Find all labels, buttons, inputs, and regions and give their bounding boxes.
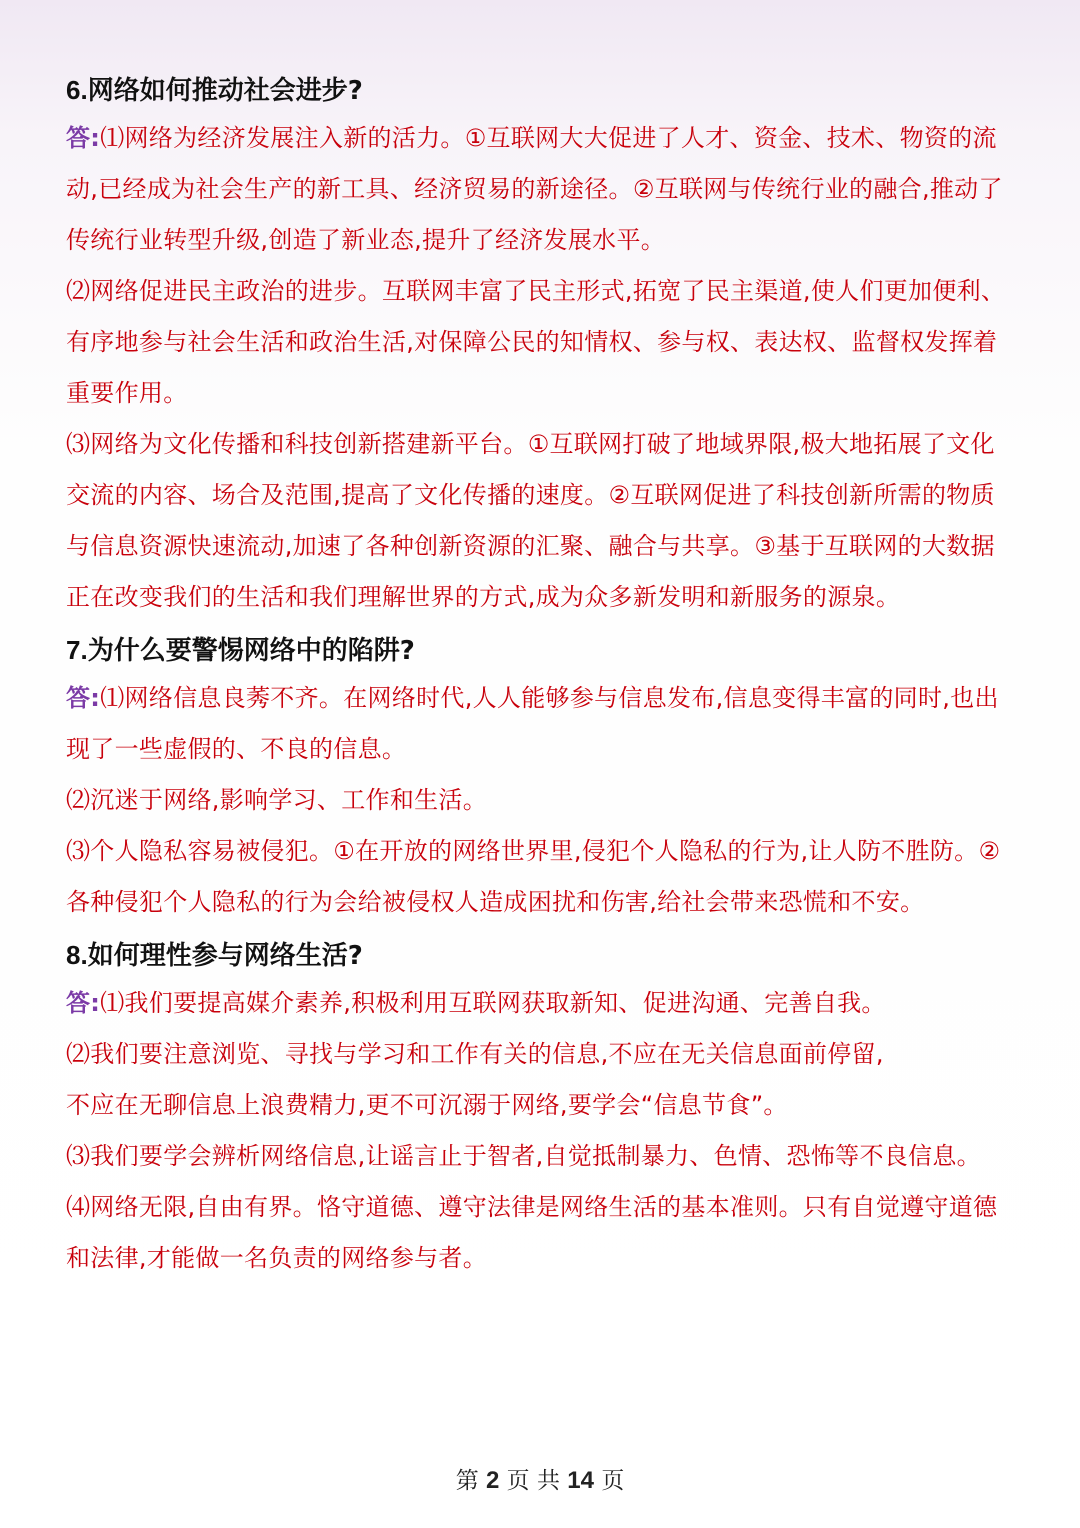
answer-paragraph: ⑶网络为文化传播和科技创新搭建新平台。①互联网打破了地域界限,极大地拓展了文化交流的内容、场合及范围,提高了文化传播的速度。②互联网促进了科技创新所需的物质与信息资源快速流动,加速了各种创新资源的汇聚、融合与共享。③基于互联网的大数据正在改变我们的生活和我们理解世界的方式,成为众多新发明和新服务的源泉。 [66,430,995,611]
document-page [66,66,1016,1284]
footer-total-pages: 14 [567,1467,594,1494]
answer-label: 答: [66,989,101,1017]
answer-label: 答: [66,684,101,712]
answer-paragraph [66,978,1016,1029]
section-7 [66,626,1016,928]
answer-paragraph: ⑵网络促进民主政治的进步。互联网丰富了民主形式,拓宽了民主渠道,使人们更加便利、有序地参与社会生活和政治生活,对保障公民的知情权、参与权、表达权、监督权发挥着重要作用。 [66,277,1006,407]
answer-paragraph [66,113,1016,266]
answer-paragraph: ⑵我们要注意浏览、寻找与学习和工作有关的信息,不应在无关信息面前停留, 不应在无聊信息上浪费精力,更不可沉溺于网络,要学会“信息节食”。 [66,1040,884,1119]
question-title: 网络如何推动社会进步? [87,76,363,106]
question-heading [66,66,1016,113]
answer-paragraph: ⑶我们要学会辨析网络信息,让谣言止于智者,自觉抵制暴力、色情、恐怖等不良信息。 [66,1142,981,1170]
section-8 [66,931,1016,1284]
question-title: 为什么要警惕网络中的陷阱? [87,636,415,666]
footer-prefix: 第 [455,1468,479,1494]
question-number: 7. [66,635,88,665]
question-heading [66,931,1016,978]
answer-paragraph: ⑷网络无限,自由有界。恪守道德、遵守法律是网络生活的基本准则。只有自觉遵守道德和法律,才能做一名负责的网络参与者。 [66,1193,998,1272]
section-6 [66,66,1016,623]
answer-paragraph: ⑵沉迷于网络,影响学习、工作和生活。 [66,786,488,814]
answer-text: ⑴网络为经济发展注入新的活力。①互联网大大促进了人才、资金、技术、物资的流动,已经成为社会生产的新工具、经济贸易的新途径。②互联网与传统行业的融合,推动了传统行业转型升级,创造了新业态,提升了经济发展水平。 [66,124,1003,254]
answer-label: 答: [66,124,101,152]
question-title: 如何理性参与网络生活? [87,941,363,971]
page-footer [0,1462,1080,1495]
question-heading [66,626,1016,673]
footer-page-number: 2 [486,1467,500,1494]
question-number: 6. [66,75,88,105]
question-number: 8. [66,940,88,970]
answer-text: ⑴网络信息良莠不齐。在网络时代,人人能够参与信息发布,信息变得丰富的同时,也出现了一些虚假的、不良的信息。 [66,684,999,763]
answer-paragraph: ⑶个人隐私容易被侵犯。①在开放的网络世界里,侵犯个人隐私的行为,让人防不胜防。②各种侵犯个人隐私的行为会给被侵权人造成困扰和伤害,给社会带来恐慌和不安。 [66,837,1001,916]
footer-suffix: 页 [601,1468,625,1494]
footer-middle: 页 共 [506,1468,560,1494]
answer-paragraph [66,673,1016,775]
answer-text: ⑴我们要提高媒介素养,积极利用互联网获取新知、促进沟通、完善自我。 [100,989,886,1017]
